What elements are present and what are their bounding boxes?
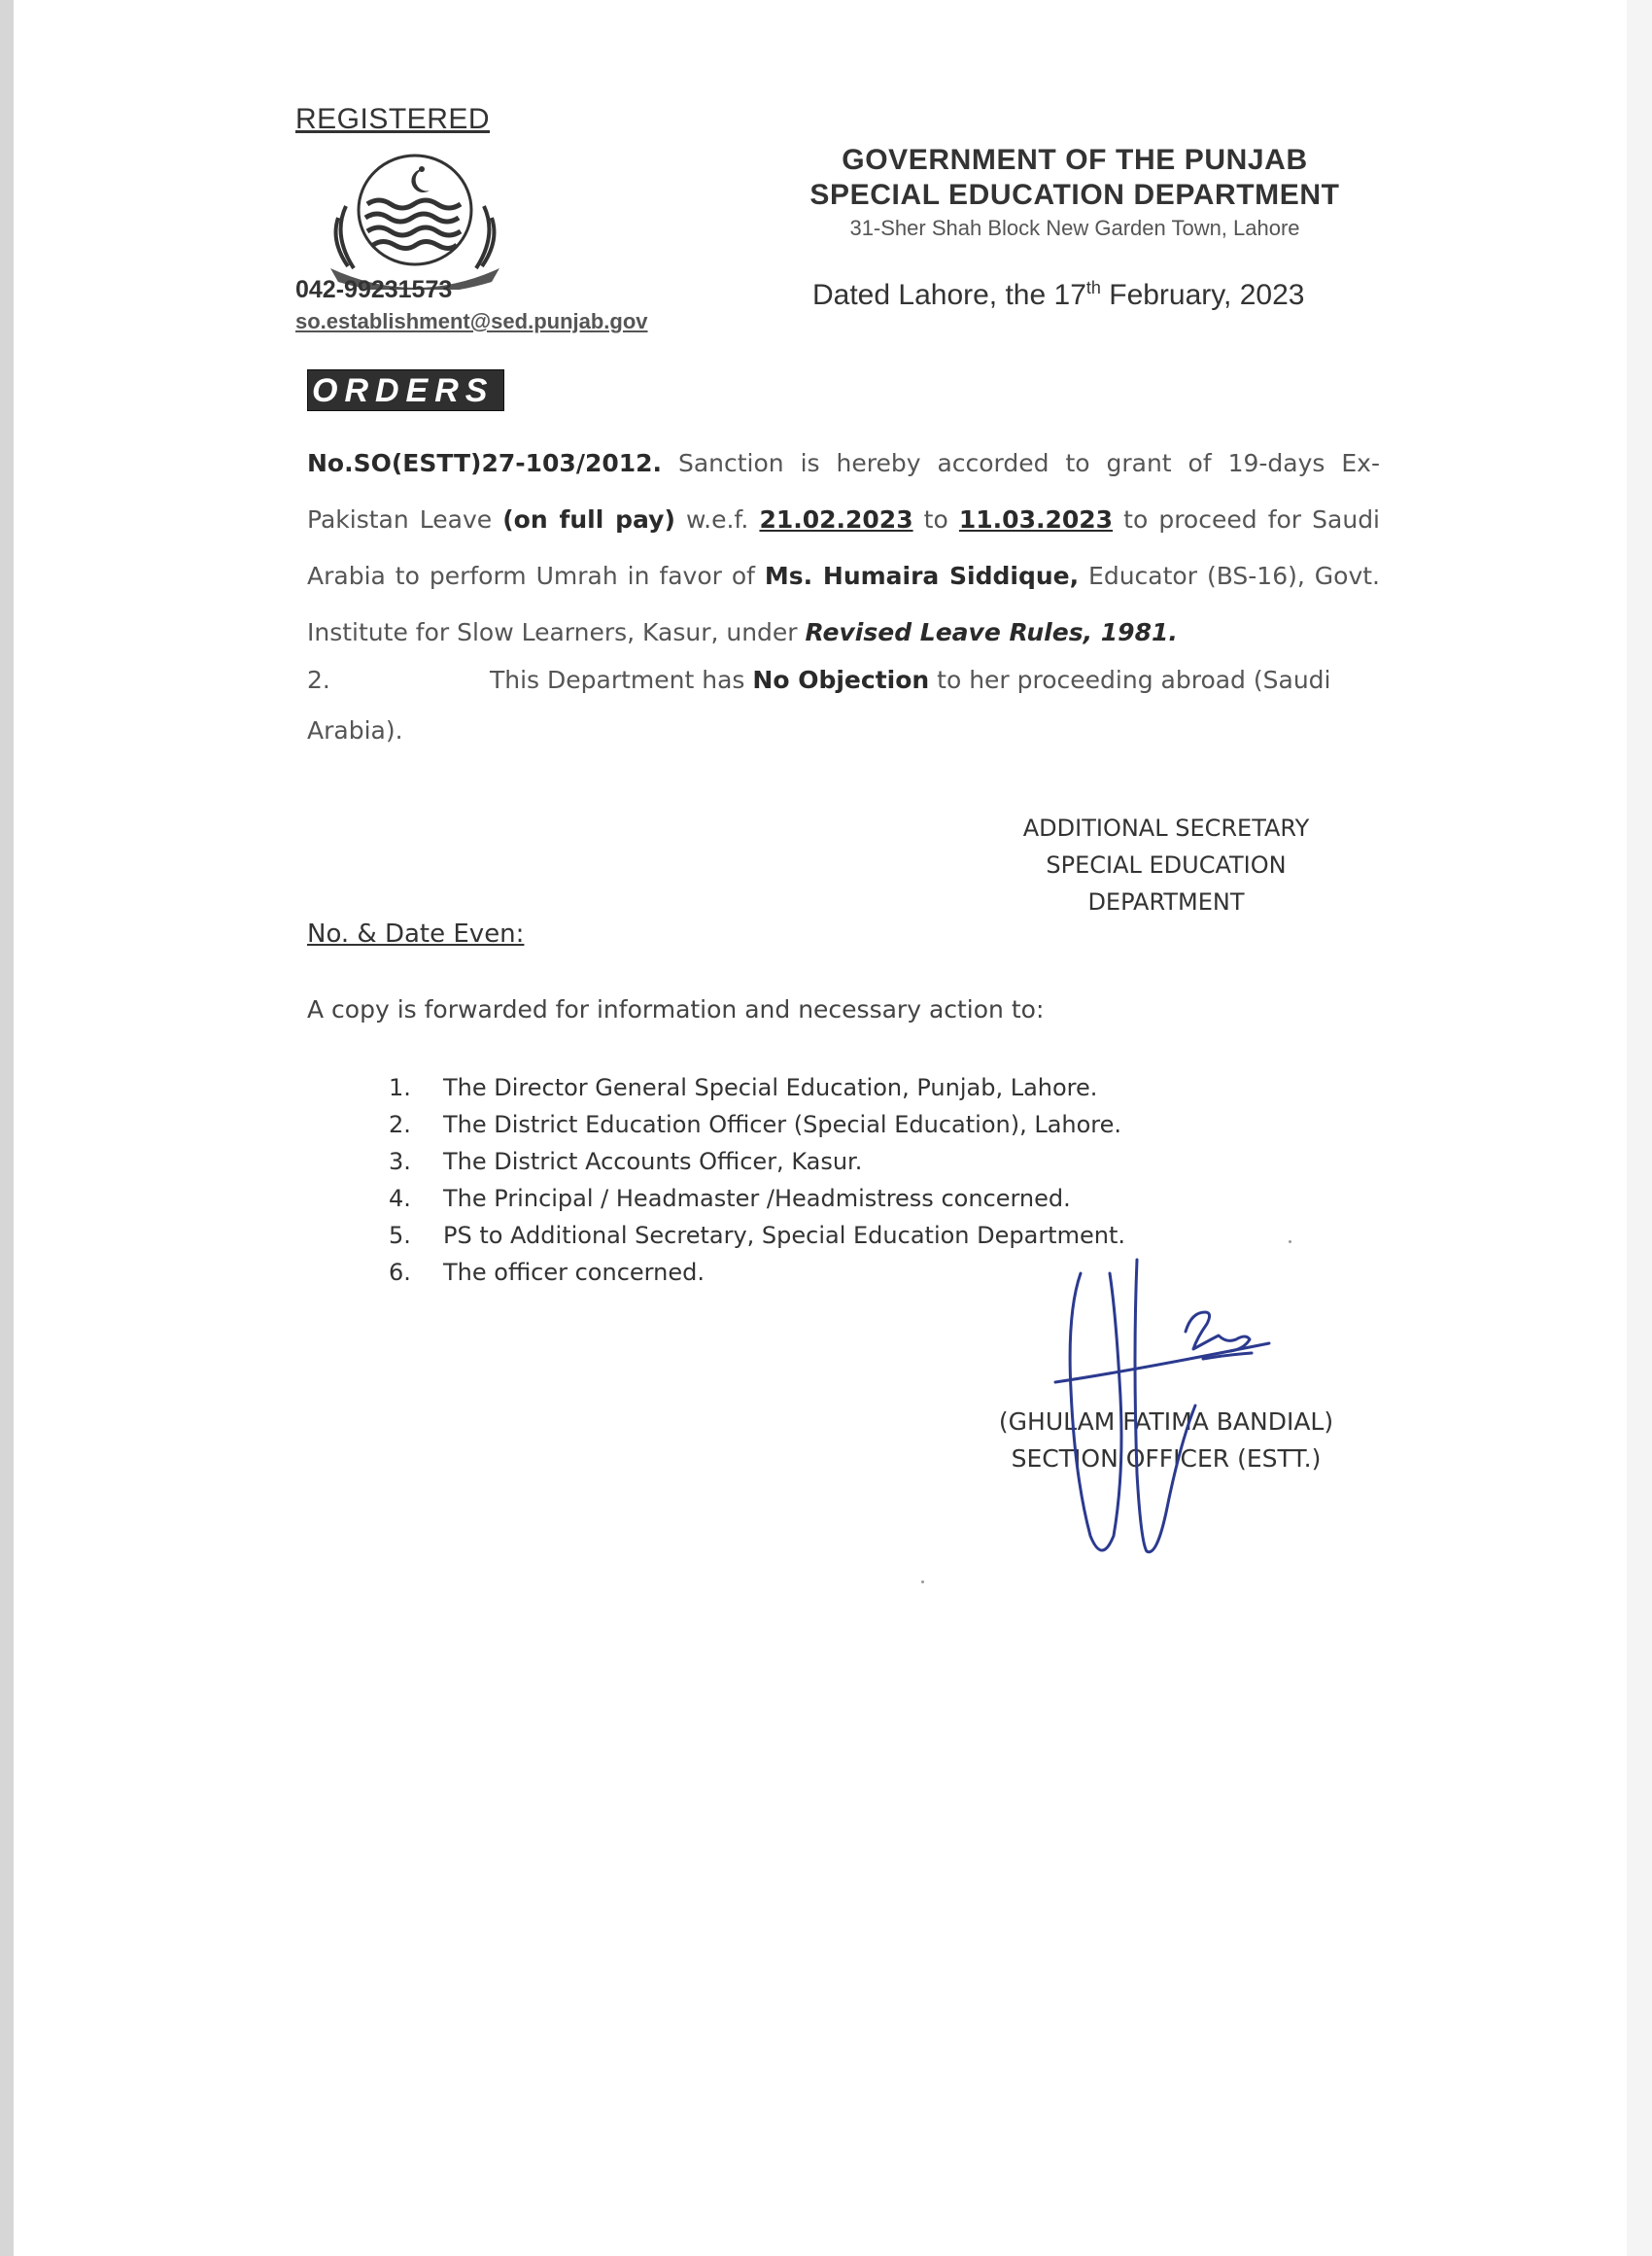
no-objection-paragraph [307,655,1380,756]
scan-edge-right [1627,0,1652,2256]
government-heading: GOVERNMENT OF THE PUNJAB [842,144,1308,176]
list-item [389,1069,1125,1106]
no-date-even-heading: No. & Date Even: [307,920,525,949]
list-item [389,1217,1125,1254]
scan-speck [1289,1240,1291,1243]
signatory-title-line2: SPECIAL EDUCATION [1046,851,1287,879]
officer-designation: SECTION OFFICER (ESTT.) [1011,1444,1322,1473]
list-number: 6. [389,1259,411,1286]
signatory-title-line3: DEPARTMENT [1087,888,1245,916]
scan-edge-left [0,0,14,2256]
email-link[interactable]: so.establishment@sed.punjab.gov [295,309,648,333]
registered-label: REGISTERED [295,103,491,135]
no-objection-text: No Objection [752,666,930,694]
recipient-text: The District Accounts Officer, Kasur. [443,1148,863,1175]
paragraph-number: 2. [307,666,330,694]
department-heading: SPECIAL EDUCATION DEPARTMENT [809,179,1340,211]
recipient-text: The officer concerned. [443,1259,705,1286]
dated-superscript: th [1085,278,1101,297]
list-number: 4. [389,1185,411,1212]
list-item [389,1254,1125,1291]
list-number: 1. [389,1074,411,1101]
officer-name: (GHULAM FATIMA BANDIAL) [998,1407,1334,1436]
recipient-text: The Principal / Headmaster /Headmistress concerned. [443,1185,1071,1212]
list-number: 2. [389,1111,411,1138]
paragraph-text: to her proceeding abroad (Saudi Arabia). [307,666,1331,745]
leave-to-date: 11.03.2023 [958,505,1114,534]
list-item [389,1143,1125,1180]
list-item [389,1180,1125,1217]
forward-text: A copy is forwarded for information and necessary action to: [307,995,1045,1024]
leave-from-date: 21.02.2023 [759,505,913,534]
phone-number: 042-99231573 [295,276,453,303]
order-text: w.e.f. [674,505,760,534]
list-number: 5. [389,1222,411,1249]
department-address: 31-Sher Shah Block New Garden Town, Lahore [849,216,1300,240]
list-number: 3. [389,1148,411,1175]
order-paragraph [307,435,1380,661]
pay-status: (on full pay) [502,505,675,534]
scan-speck [921,1580,924,1583]
dated-line [812,278,1304,312]
list-item [389,1106,1125,1143]
paragraph-text: This Department has [490,666,753,694]
punjab-government-emblem-icon [309,148,521,290]
order-number: No.SO(ESTT)27-103/2012. [307,449,663,477]
handwritten-signature [1040,1254,1273,1575]
employee-name: Ms. Humaira Siddique, [764,562,1080,590]
recipient-text: PS to Additional Secretary, Special Education Department. [443,1222,1125,1249]
recipient-text: The District Education Officer (Special Education), Lahore. [443,1111,1122,1138]
leave-rules: Revised Leave Rules, 1981. [805,618,1178,646]
dated-prefix: Dated Lahore, the 17 [812,279,1086,311]
signatory-title-line1: ADDITIONAL SECRETARY [1022,815,1310,842]
recipient-text: The Director General Special Education, Punjab, Lahore. [443,1074,1098,1101]
recipient-list [389,1069,1125,1291]
orders-banner: ORDERS [307,369,504,411]
dated-suffix: February, 2023 [1100,279,1305,311]
order-text: Educator (BS-16), Govt. Institute for Slow Learners, Kasur, under [307,562,1380,646]
order-text: Sanction is hereby accorded to grant of 19-days Ex-Pakistan Leave [307,449,1380,534]
order-text: to proceed for Saudi Arabia to perform Umrah in favor of [307,505,1381,590]
order-text: to [912,505,959,534]
